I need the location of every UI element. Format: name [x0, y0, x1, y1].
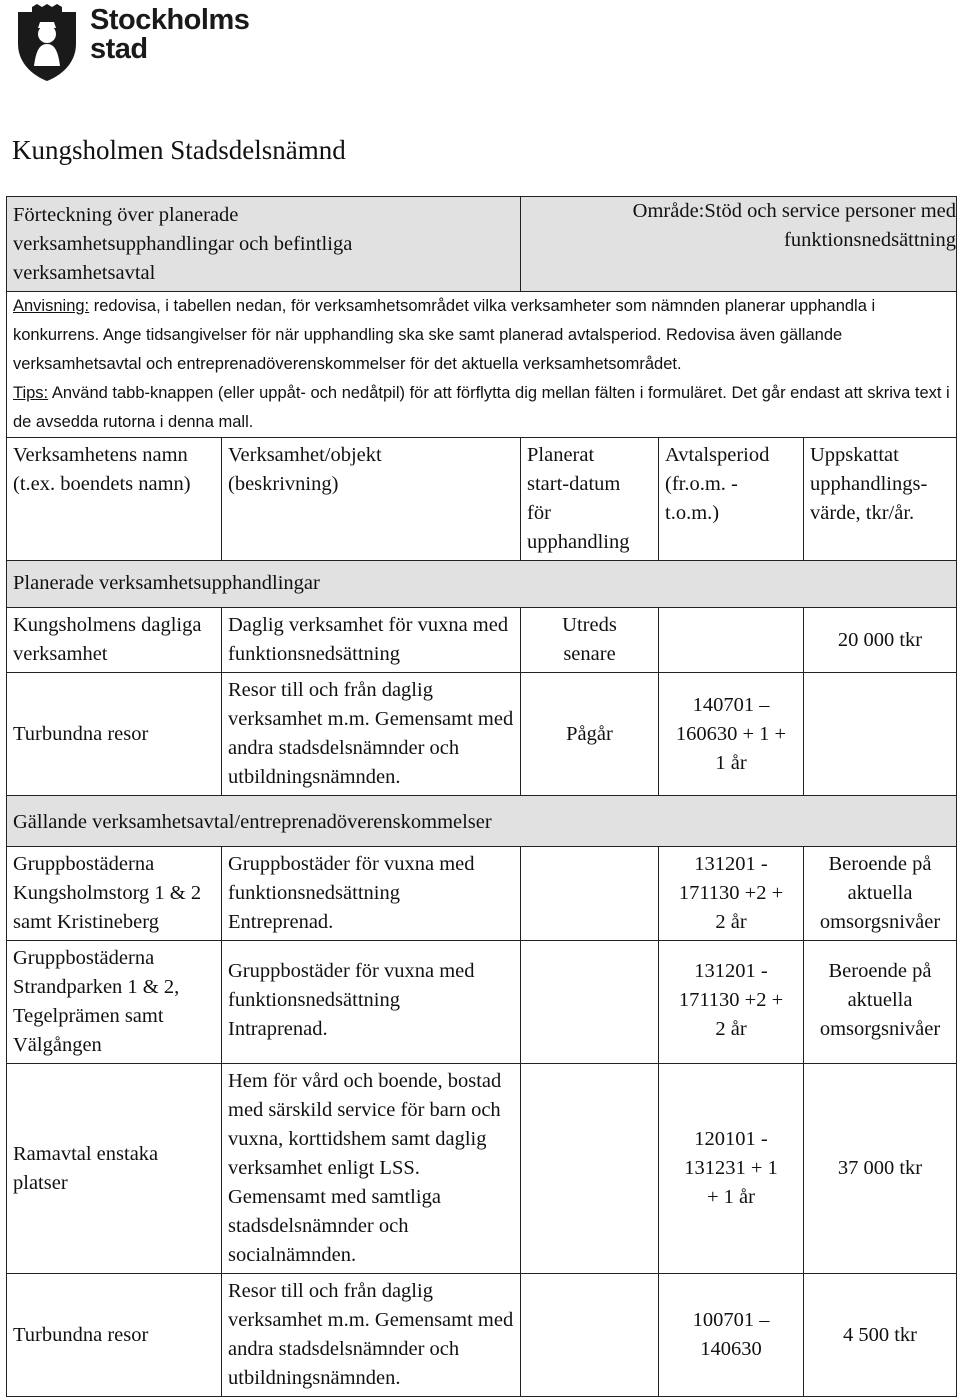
area-value: Stöd och service personer med funktionsnedsättning: [704, 200, 957, 251]
current-desc: Gruppbostäder för vuxna med funktionsnedsättning Intraprenad.: [228, 960, 475, 1040]
current-desc: Gruppbostäder för vuxna med funktionsnedsättning Entreprenad.: [228, 853, 475, 933]
current-value: 37 000 tkr: [837, 1157, 923, 1179]
planned-start: Pågår: [566, 722, 613, 745]
anvisning-text: [13, 292, 950, 379]
current-desc: Resor till och från daglig verksamhet m.m. Gemensamt med andra stadsdelsnämnder och utbildningsnämnden.: [228, 1280, 514, 1389]
instructions-row: [7, 292, 957, 438]
current-row: [7, 941, 957, 1064]
planned-value: [804, 731, 956, 737]
planned-desc: Resor till och från daglig verksamhet m.m. Gemensamt med andra stadsdelsnämnder och utbildningsnämnden.: [228, 679, 514, 788]
planned-period: [659, 637, 803, 643]
current-period: 131201 - 171130 +2 + 2 år: [678, 853, 784, 933]
current-desc: Hem för vård och boende, bostad med särskild service för barn och vuxna, korttidshem samt daglig verksamhet enligt LSS. Gemensamt med samtliga stadsdelsnämnder och socialnämnden.: [228, 1070, 502, 1266]
anvisning-body: redovisa, i tabellen nedan, för verksamhetsområdet vilka verksamheter som nämnden planerar upphandla i konkurrens. Ange tidsangivelser för när upphandling ska ske samt planerad avtalsperiod. Redovisa även gällande verksamhetsavtal och entreprenadöverenskommelser för det aktuella verksamhetsområdet.: [13, 297, 876, 373]
planned-start: Utreds senare: [562, 614, 617, 665]
current-value: Beroende på aktuella omsorgsnivåer: [819, 853, 941, 933]
header-row: [7, 197, 957, 292]
planned-value: 20 000 tkr: [837, 629, 923, 651]
area-cell: [521, 197, 957, 292]
current-value: Beroende på aktuella omsorgsnivåer: [819, 960, 941, 1040]
col-header-start: Planerat start-datum för upphandling: [527, 444, 630, 553]
current-start: [521, 847, 658, 853]
section-planned-title: Planerade verksamhetsupphandlingar: [13, 572, 320, 594]
planned-desc: Daglig verksamhet för vuxna med funktionsnedsättning: [228, 614, 509, 665]
current-row: [7, 1274, 957, 1397]
column-header-row: [7, 438, 957, 561]
page-title: Kungsholmen Stadsdelsnämnd: [12, 135, 346, 165]
planned-name: Turbundna resor: [13, 722, 149, 745]
col-header-value: Uppskattat upphandlings-värde, tkr/år.: [810, 444, 928, 524]
stockholm-logo: [14, 4, 274, 84]
anvisning-label: Anvisning:: [13, 297, 90, 315]
planned-row: [7, 673, 957, 796]
current-period: 131201 - 171130 +2 + 2 år: [678, 960, 784, 1040]
planned-row: [7, 608, 957, 673]
tips-text: [13, 379, 950, 437]
current-row: [7, 1064, 957, 1274]
current-row: [7, 847, 957, 941]
tips-label: Tips:: [13, 384, 49, 402]
current-value: 4 500 tkr: [842, 1323, 918, 1346]
current-start: [521, 941, 658, 947]
current-name: Gruppbostäderna Strandparken 1 & 2, Tegelprämen samt Välgången: [13, 947, 180, 1056]
current-name: Turbundna resor: [13, 1323, 149, 1346]
current-start: [521, 1274, 658, 1280]
crest-icon: [14, 4, 80, 82]
current-period: 100701 – 140630: [692, 1309, 770, 1360]
procurement-table: [6, 196, 957, 1397]
logo-line-2: stad: [90, 33, 148, 65]
planned-name: Kungsholmens dagliga verksamhet: [13, 614, 202, 665]
current-period: 120101 - 131231 + 1 + 1 år: [684, 1128, 778, 1208]
col-header-name: Verksamhetens namn (t.ex. boendets namn): [13, 444, 191, 495]
current-start: [521, 1064, 658, 1070]
section-current-row: [7, 796, 957, 847]
current-name: Ramavtal enstaka platser: [13, 1142, 159, 1194]
col-header-desc: Verksamhet/objekt (beskrivning): [228, 444, 382, 495]
tips-body: Använd tabb-knappen (eller uppåt- och nedåtpil) för att förflytta dig mellan fälten i formuläret. Det går endast att skriva text i de avsedda rutorna i denna mall.: [13, 384, 950, 431]
form-title: Förteckning över planerade verksamhetsupphandlingar och befintliga verksamhetsavtal: [13, 204, 353, 284]
logo-line-1: Stockholms: [90, 4, 250, 36]
section-planned-row: [7, 561, 957, 608]
col-header-period: Avtalsperiod (fr.o.m. - t.o.m.): [665, 444, 770, 524]
current-name: Gruppbostäderna Kungsholmstorg 1 & 2 samt Kristineberg: [13, 853, 202, 933]
area-label: Område:: [632, 200, 705, 222]
section-current-title: Gällande verksamhetsavtal/entreprenadöverenskommelser: [13, 811, 492, 833]
planned-period: 140701 – 160630 + 1 + 1 år: [675, 693, 787, 774]
